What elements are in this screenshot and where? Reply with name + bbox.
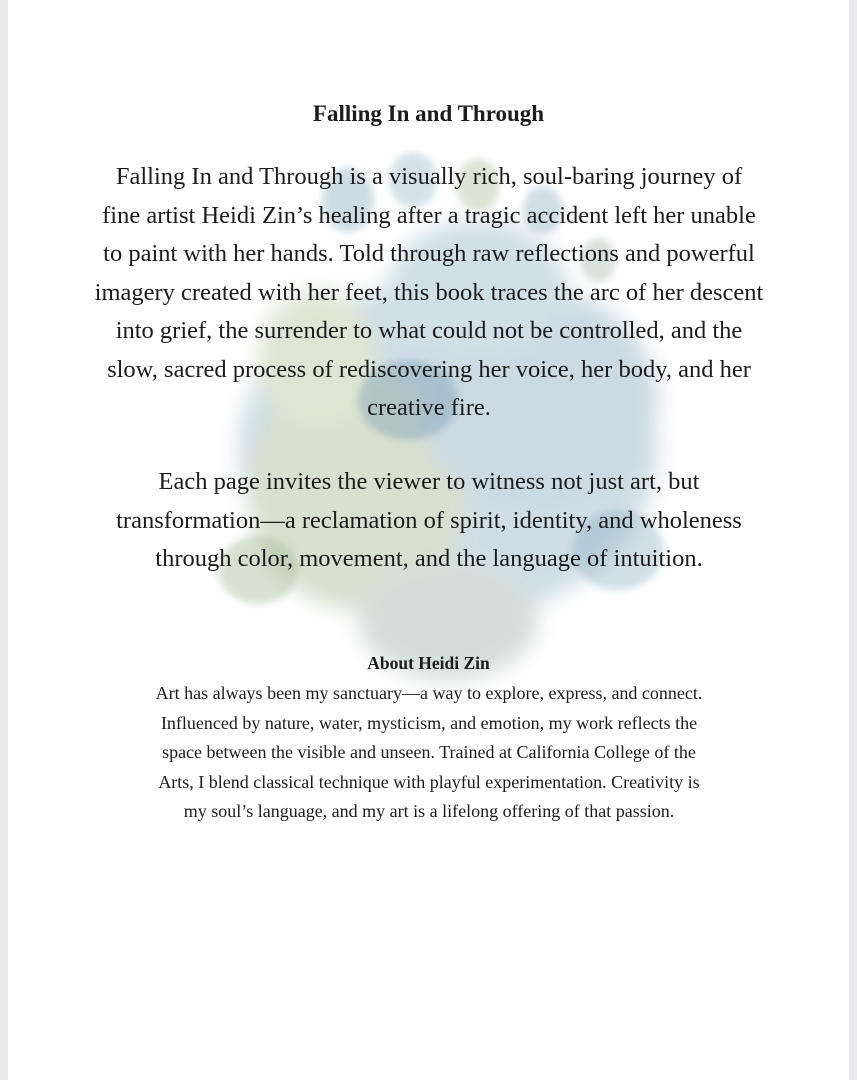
about-artist-paragraph: Art has always been my sanctuary—a way to explore, express, and connect. Influenced by nature, water, mysticism, and emotion, my work reflects the space between the visible and unseen. Trained at California College of the Arts, I blend classical technique with playful experimentation. Creativity is my soul’s language, and my art is a lifelong offering of that passion. bbox=[155, 683, 703, 821]
document-page bbox=[8, 0, 849, 1080]
about-heading: About Heidi Zin bbox=[367, 653, 490, 673]
invitation-paragraph: Each page invites the viewer to witness not just art, but transformation—a reclamation of spirit, identity, and wholeness through color, movement, and the language of intuition. bbox=[116, 468, 742, 572]
book-title: Falling In and Through bbox=[312, 101, 545, 126]
book-description-paragraph: Falling In and Through is a visually rich, soul-baring journey of fine artist Heidi Zin’s healing after a tragic accident left her unable to paint with her hands. Told through raw reflections and powerful imagery created with her feet, this book traces the arc of her descent into grief, the surrender to what could not be controlled, and the slow, sacred process of rediscovering her voice, her body, and her creative fire. bbox=[94, 163, 764, 421]
